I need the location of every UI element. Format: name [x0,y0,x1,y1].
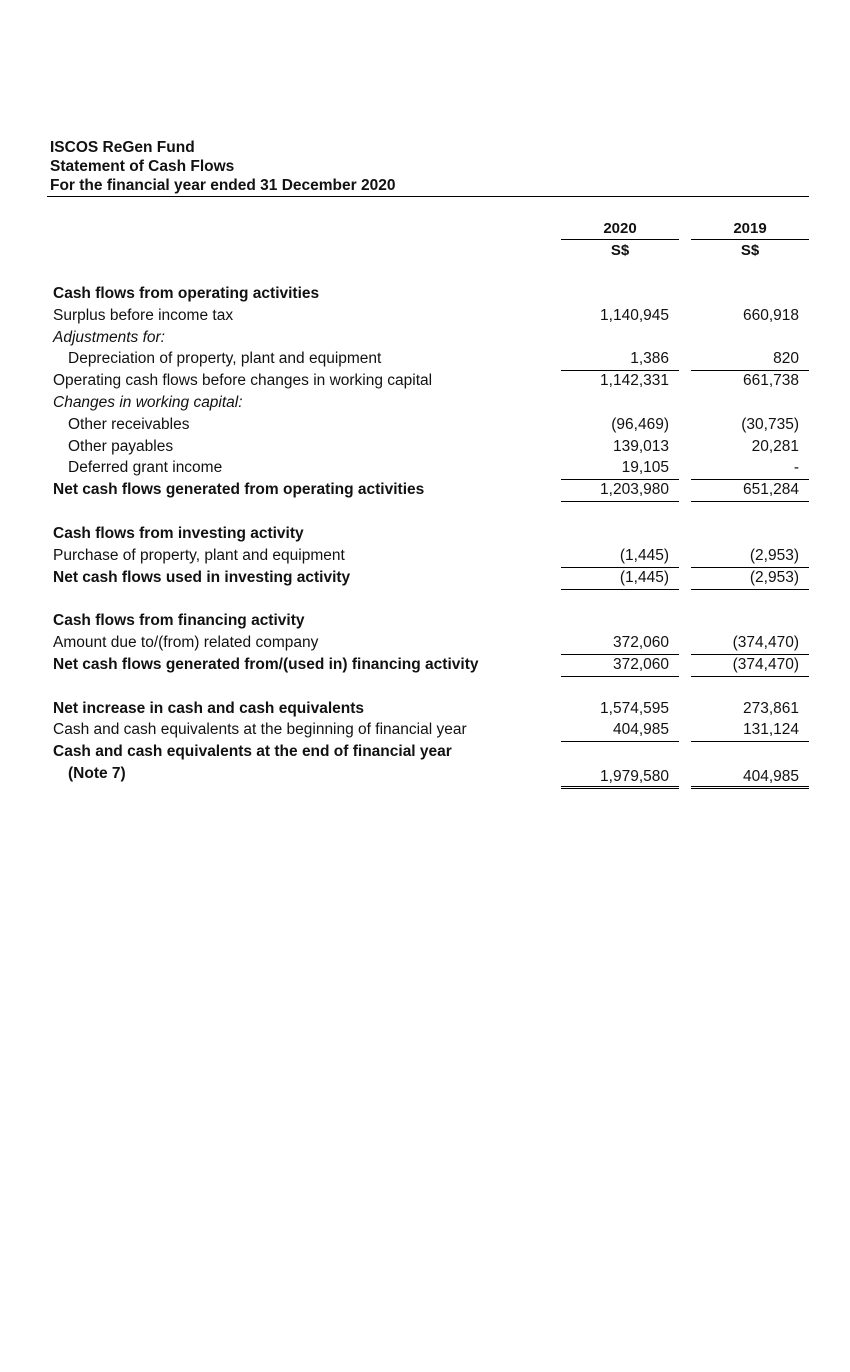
subtotal-rule [561,370,679,371]
row-other-receivables [0,416,850,437]
value-2019: 651,284 [742,481,799,498]
row-label: Surplus before income tax [53,307,234,324]
row-label: Changes in working capital: [53,394,243,411]
row-cash-beginning [0,721,850,742]
value-2020: 1,979,580 [600,768,669,785]
value-2019: - [793,459,799,476]
value-2019: 273,861 [742,700,799,717]
row-wc-heading [0,394,850,415]
subtotal-rule [691,741,809,742]
column-year-2019: 2019 [733,220,767,237]
row-label: Amount due to/(from) related company [53,634,319,651]
value-2020: 1,386 [630,350,669,367]
row-label: Cash and cash equivalents at the end of financial year [53,743,452,760]
subtotal-rule [561,741,679,742]
value-2019: (2,953) [749,569,799,586]
value-2019: 661,738 [742,372,799,389]
column-underline [691,239,809,240]
value-2020: 404,985 [612,721,669,738]
total-rule [691,676,809,677]
subtotal-rule [561,654,679,655]
row-label: Other receivables [68,416,190,433]
value-2019: (30,735) [741,416,799,433]
value-2020: 1,140,945 [600,307,669,324]
value-2020: 19,105 [621,459,669,476]
row-related-company [0,634,850,655]
column-currency-2020: S$ [610,242,630,259]
row-label: Cash flows from financing activity [53,612,305,629]
value-2019: 820 [773,350,799,367]
note-reference: (Note 7) [68,765,126,782]
row-label: Cash flows from investing activity [53,525,304,542]
value-2020: (1,445) [619,569,669,586]
section-heading-financing [0,612,850,633]
total-rule [561,501,679,502]
value-2020: 1,203,980 [600,481,669,498]
value-2020: (1,445) [619,547,669,564]
row-depreciation [0,350,850,371]
subtotal-rule [561,479,679,480]
value-2019: 20,281 [751,438,799,455]
period-title: For the financial year ended 31 December 2020 [50,177,396,194]
value-2019: (374,470) [732,656,799,673]
value-2019: 660,918 [742,307,799,324]
statement-title: Statement of Cash Flows [50,158,235,175]
value-2020: 1,574,595 [600,700,669,717]
value-2020: 372,060 [612,656,669,673]
row-label: Cash flows from operating activities [53,285,320,302]
row-other-payables [0,438,850,459]
row-net-operating [0,481,850,502]
row-label: Adjustments for: [53,329,165,346]
subtotal-rule [691,567,809,568]
value-2020: 372,060 [612,634,669,651]
row-net-financing [0,656,850,677]
row-net-increase [0,700,850,721]
row-deferred-grant [0,459,850,480]
row-operating-before-wc [0,372,850,393]
column-currency-2019: S$ [740,242,760,259]
row-label: Other payables [68,438,174,455]
total-rule [561,589,679,590]
double-total-rule [561,786,679,789]
row-label: Cash and cash equivalents at the beginning of financial year [53,721,467,738]
entity-name: ISCOS ReGen Fund [50,139,195,156]
section-heading-investing [0,525,850,546]
column-underline [561,239,679,240]
row-net-investing [0,569,850,590]
value-2020: (96,469) [611,416,669,433]
total-rule [691,589,809,590]
value-2019: (2,953) [749,547,799,564]
value-2020: 1,142,331 [600,372,669,389]
subtotal-rule [691,654,809,655]
value-2019: 404,985 [742,768,799,785]
row-label: Purchase of property, plant and equipment [53,547,345,564]
row-cash-end [0,765,850,786]
row-label: Net cash flows generated from operating activities [53,481,425,498]
row-surplus-before-tax [0,307,850,328]
total-rule [561,676,679,677]
total-rule [691,501,809,502]
row-cash-end-label [0,743,850,764]
value-2019: 131,124 [742,721,799,738]
subtotal-rule [561,567,679,568]
row-label: Deferred grant income [68,459,223,476]
subtotal-rule [691,479,809,480]
header-rule [47,196,809,197]
row-purchase-ppe [0,547,850,568]
row-label: Net cash flows used in investing activity [53,569,351,586]
section-heading-operating [0,285,850,306]
value-2019: (374,470) [732,634,799,651]
column-year-2020: 2020 [603,220,637,237]
value-2020: 139,013 [612,438,669,455]
double-total-rule [691,786,809,789]
row-label: Net cash flows generated from/(used in) financing activity [53,656,479,673]
subtotal-rule [691,370,809,371]
row-label: Depreciation of property, plant and equipment [68,350,382,367]
row-adjustments-heading [0,329,850,350]
row-label: Operating cash flows before changes in working capital [53,372,433,389]
row-label: Net increase in cash and cash equivalents [53,700,364,717]
